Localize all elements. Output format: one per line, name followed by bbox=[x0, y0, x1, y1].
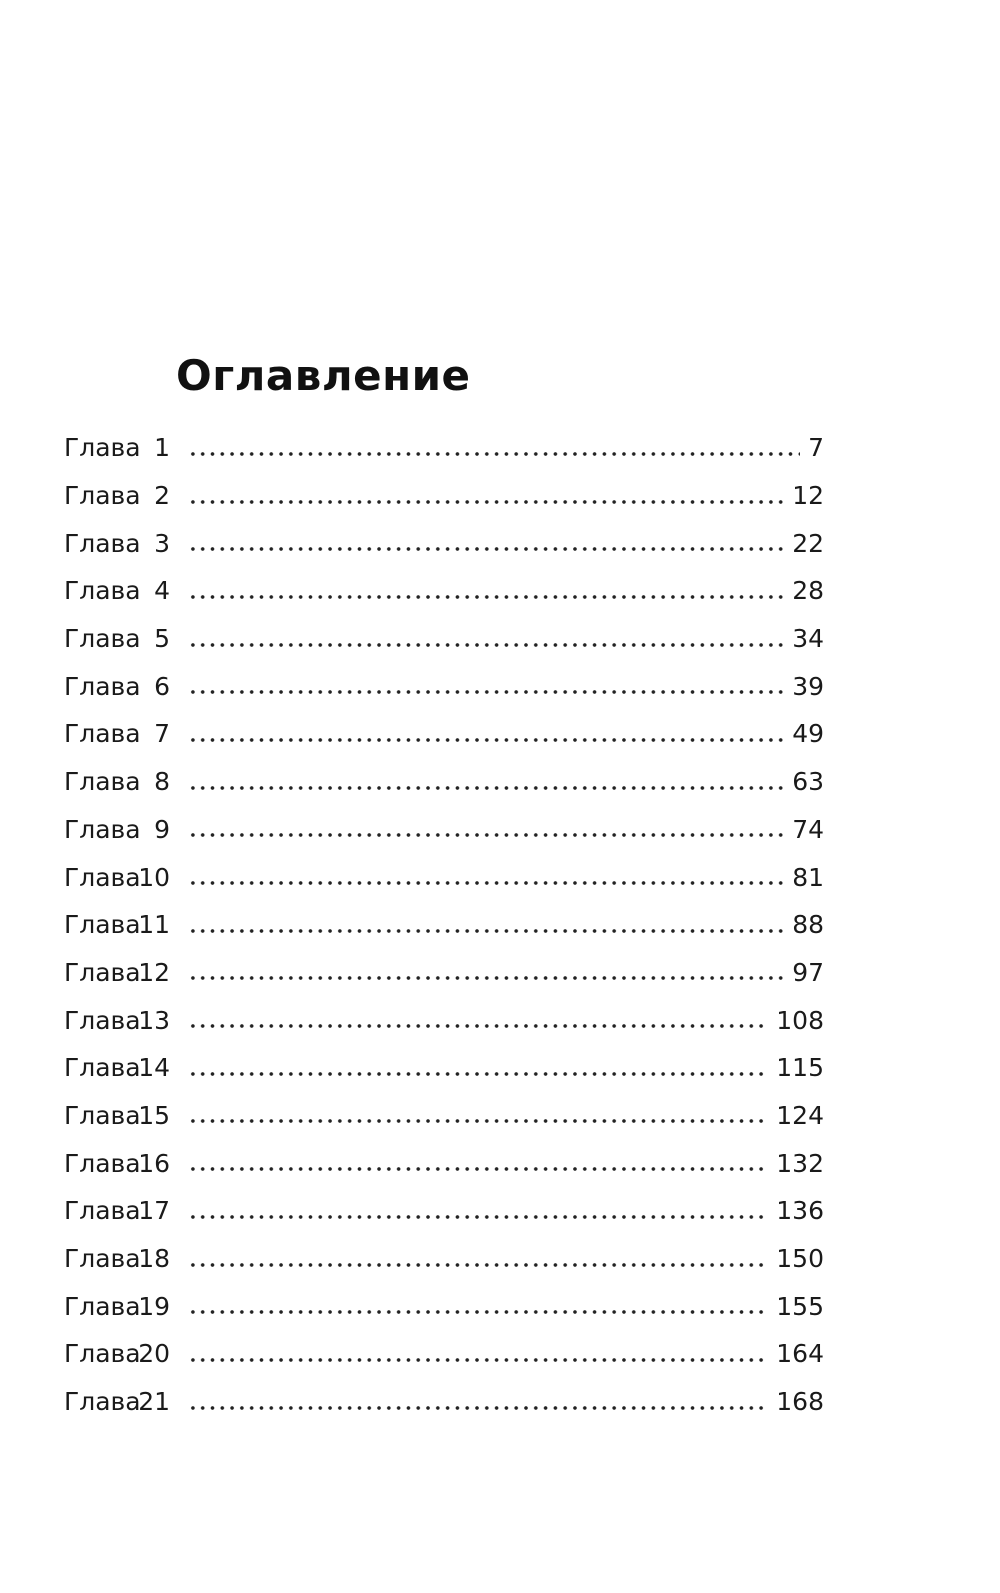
dot-leader bbox=[188, 1406, 768, 1410]
chapter-label: Глава bbox=[64, 767, 141, 797]
chapter-number: 1 bbox=[154, 433, 170, 463]
page-number: 28 bbox=[792, 576, 824, 606]
toc-entry bbox=[64, 758, 824, 806]
dot-leader bbox=[188, 500, 784, 504]
chapter-number: 9 bbox=[154, 814, 170, 844]
toc-entry bbox=[64, 615, 824, 663]
dot-leader bbox=[188, 929, 784, 933]
toc-entry bbox=[64, 1330, 824, 1378]
toc-entry bbox=[64, 901, 824, 949]
page-number: 39 bbox=[792, 671, 824, 701]
chapter-number: 17 bbox=[138, 1196, 170, 1226]
page-number: 155 bbox=[776, 1291, 824, 1321]
chapter-number: 8 bbox=[154, 767, 170, 797]
toc-entry bbox=[64, 472, 824, 520]
page-title: Оглавление bbox=[176, 351, 471, 400]
chapter-number: 4 bbox=[154, 576, 170, 606]
toc-entry bbox=[64, 1044, 824, 1092]
dot-leader bbox=[188, 881, 784, 885]
page-number: 124 bbox=[776, 1100, 824, 1130]
page-number: 115 bbox=[776, 1053, 824, 1083]
dot-leader bbox=[188, 690, 784, 694]
page-number: 7 bbox=[808, 433, 824, 463]
toc-entry bbox=[64, 710, 824, 758]
toc-entry bbox=[64, 1378, 824, 1426]
chapter-label: Глава bbox=[64, 1387, 141, 1417]
toc-entry bbox=[64, 1282, 824, 1330]
chapter-label: Глава bbox=[64, 957, 141, 987]
chapter-label: Глава bbox=[64, 910, 141, 940]
toc-entry bbox=[64, 949, 824, 997]
page-number: 150 bbox=[776, 1244, 824, 1274]
toc-entry bbox=[64, 1187, 824, 1235]
page-number: 97 bbox=[792, 957, 824, 987]
dot-leader bbox=[188, 786, 784, 790]
chapter-number: 21 bbox=[138, 1387, 170, 1417]
chapter-number: 18 bbox=[138, 1244, 170, 1274]
chapter-number: 15 bbox=[138, 1100, 170, 1130]
chapter-number: 20 bbox=[138, 1339, 170, 1369]
toc-entry bbox=[64, 662, 824, 710]
chapter-label: Глава bbox=[64, 624, 141, 654]
dot-leader bbox=[188, 976, 784, 980]
page-number: 34 bbox=[792, 624, 824, 654]
page-number: 12 bbox=[792, 481, 824, 511]
chapter-label: Глава bbox=[64, 1244, 141, 1274]
chapter-number: 6 bbox=[154, 671, 170, 701]
chapter-label: Глава bbox=[64, 862, 141, 892]
chapter-number: 13 bbox=[138, 1005, 170, 1035]
page-number: 81 bbox=[792, 862, 824, 892]
dot-leader bbox=[188, 1024, 768, 1028]
toc-entry bbox=[64, 1092, 824, 1140]
chapter-label: Глава bbox=[64, 481, 141, 511]
chapter-label: Глава bbox=[64, 1100, 141, 1130]
dot-leader bbox=[188, 452, 800, 456]
toc-entry bbox=[64, 996, 824, 1044]
dot-leader bbox=[188, 1119, 768, 1123]
chapter-label: Глава bbox=[64, 1291, 141, 1321]
chapter-label: Глава bbox=[64, 576, 141, 606]
dot-leader bbox=[188, 547, 784, 551]
chapter-label: Глава bbox=[64, 671, 141, 701]
page-number: 22 bbox=[792, 528, 824, 558]
dot-leader bbox=[188, 738, 784, 742]
toc-entry bbox=[64, 519, 824, 567]
dot-leader bbox=[188, 1263, 768, 1267]
page-number: 63 bbox=[792, 767, 824, 797]
chapter-label: Глава bbox=[64, 528, 141, 558]
chapter-label: Глава bbox=[64, 1148, 141, 1178]
chapter-number: 19 bbox=[138, 1291, 170, 1321]
dot-leader bbox=[188, 1310, 768, 1314]
chapter-number: 10 bbox=[138, 862, 170, 892]
chapter-number: 2 bbox=[154, 481, 170, 511]
dot-leader bbox=[188, 643, 784, 647]
dot-leader bbox=[188, 1358, 768, 1362]
chapter-number: 12 bbox=[138, 957, 170, 987]
toc-entry bbox=[64, 1139, 824, 1187]
page-number: 132 bbox=[776, 1148, 824, 1178]
chapter-label: Глава bbox=[64, 814, 141, 844]
table-of-contents bbox=[64, 424, 824, 1425]
chapter-number: 11 bbox=[138, 910, 170, 940]
chapter-label: Глава bbox=[64, 1053, 141, 1083]
page-number: 136 bbox=[776, 1196, 824, 1226]
chapter-number: 16 bbox=[138, 1148, 170, 1178]
page-number: 88 bbox=[792, 910, 824, 940]
toc-entry bbox=[64, 424, 824, 472]
dot-leader bbox=[188, 595, 784, 599]
toc-entry bbox=[64, 853, 824, 901]
page-number: 108 bbox=[776, 1005, 824, 1035]
chapter-number: 3 bbox=[154, 528, 170, 558]
dot-leader bbox=[188, 1072, 768, 1076]
toc-entry bbox=[64, 806, 824, 854]
toc-entry bbox=[64, 1235, 824, 1283]
page-number: 168 bbox=[776, 1387, 824, 1417]
chapter-label: Глава bbox=[64, 433, 141, 463]
page-number: 49 bbox=[792, 719, 824, 749]
dot-leader bbox=[188, 1167, 768, 1171]
chapter-label: Глава bbox=[64, 1005, 141, 1035]
chapter-number: 5 bbox=[154, 624, 170, 654]
chapter-label: Глава bbox=[64, 719, 141, 749]
chapter-label: Глава bbox=[64, 1339, 141, 1369]
page-number: 74 bbox=[792, 814, 824, 844]
toc-entry bbox=[64, 567, 824, 615]
chapter-label: Глава bbox=[64, 1196, 141, 1226]
chapter-number: 14 bbox=[138, 1053, 170, 1083]
dot-leader bbox=[188, 1215, 768, 1219]
dot-leader bbox=[188, 833, 784, 837]
chapter-number: 7 bbox=[154, 719, 170, 749]
page-number: 164 bbox=[776, 1339, 824, 1369]
